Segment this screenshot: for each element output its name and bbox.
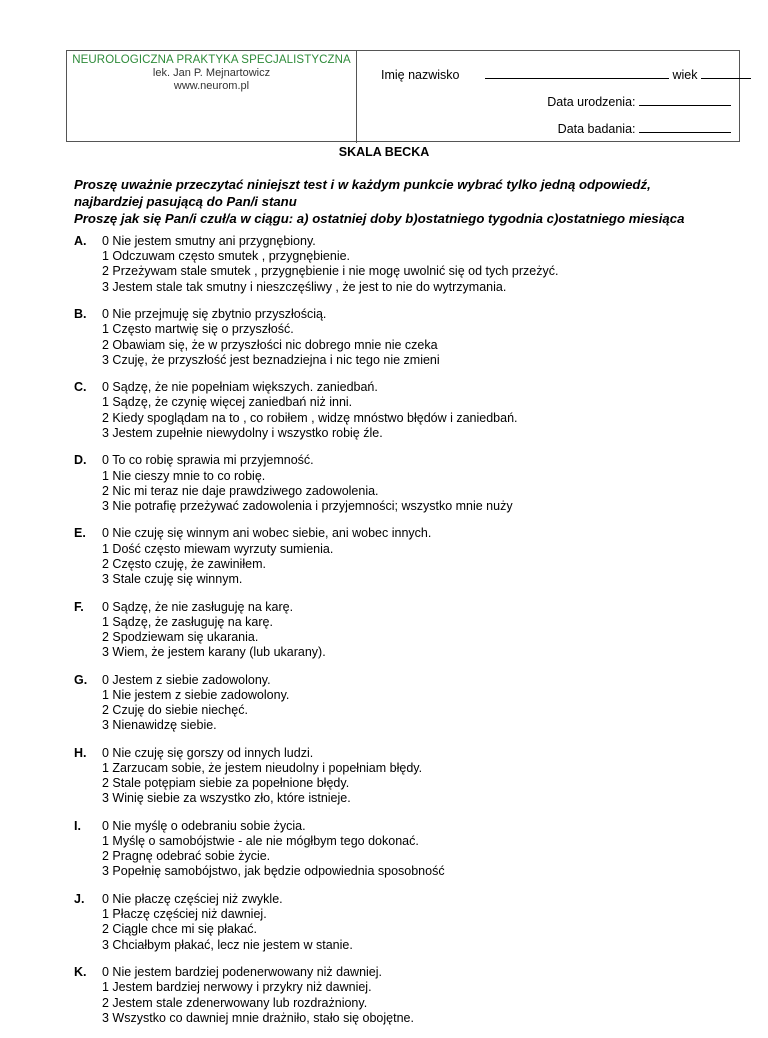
question-options bbox=[102, 965, 414, 1026]
answer-option[interactable]: 0 Sądzę, że nie zasługuję na karę. bbox=[102, 599, 294, 614]
answer-option[interactable]: 1 Odczuwam często smutek , przygnębienie. bbox=[102, 249, 351, 264]
question-letter: B. bbox=[74, 307, 87, 322]
answer-option[interactable]: 0 Nie płaczę częściej niż zwykle. bbox=[102, 891, 283, 906]
answer-option[interactable]: 3 Czuję, że przyszłość jest beznadziejna i nic tego nie zmieni bbox=[102, 352, 440, 367]
question-letter: H. bbox=[74, 745, 87, 760]
answer-option[interactable]: 0 Nie jestem bardziej podenerwowany niż dawniej. bbox=[102, 965, 383, 980]
question-options bbox=[102, 673, 289, 734]
question-item bbox=[74, 892, 734, 953]
question-options bbox=[102, 892, 353, 953]
question-letter: F. bbox=[74, 599, 84, 614]
question-item bbox=[74, 746, 734, 807]
answer-option[interactable]: 0 Nie czuję się gorszy od innych ludzi. bbox=[102, 745, 314, 760]
exam-date-field bbox=[558, 121, 731, 136]
name-label: Imię nazwisko bbox=[381, 68, 460, 82]
exam-date-blank[interactable] bbox=[639, 121, 731, 133]
question-item bbox=[74, 526, 734, 587]
question-item bbox=[74, 600, 734, 661]
exam-date-label: Data badania: bbox=[557, 122, 636, 136]
question-options bbox=[102, 453, 513, 514]
question-item bbox=[74, 234, 734, 295]
question-options bbox=[102, 380, 518, 441]
answer-option[interactable]: 3 Wszystko co dawniej mnie drażniło, stało się obojętne. bbox=[102, 1010, 414, 1025]
question-list bbox=[74, 234, 734, 1038]
question-options bbox=[102, 234, 558, 295]
document-title: SKALA BECKA bbox=[338, 145, 430, 159]
question-letter: D. bbox=[74, 453, 87, 468]
answer-option[interactable]: 2 Często czuję, że zawiniłem. bbox=[102, 556, 266, 571]
answer-option[interactable]: 0 Nie czuję się winnym ani wobec siebie, ani wobec innych. bbox=[102, 526, 432, 541]
answer-option[interactable]: 2 Obawiam się, że w przyszłości nic dobrego mnie nie czeka bbox=[102, 337, 438, 352]
answer-option[interactable]: 2 Jestem stale zdenerwowany lub rozdrażniony. bbox=[102, 995, 368, 1010]
answer-option[interactable]: 1 Nie cieszy mnie to co robię. bbox=[102, 468, 266, 483]
answer-option[interactable]: 2 Ciągle chce mi się płakać. bbox=[102, 922, 257, 937]
answer-option[interactable]: 1 Sądzę, że czynię więcej zaniedbań niż inni. bbox=[102, 395, 353, 410]
answer-option[interactable]: 1 Jestem bardziej nerwowy i przykry niż dawniej. bbox=[102, 980, 372, 995]
answer-option[interactable]: 1 Sądzę, że zasługuję na karę. bbox=[102, 614, 273, 629]
answer-option[interactable]: 3 Chciałbym płakać, lecz nie jestem w stanie. bbox=[102, 937, 353, 952]
answer-option[interactable]: 2 Pragnę odebrać sobie życie. bbox=[102, 849, 271, 864]
question-item bbox=[74, 453, 734, 514]
answer-option[interactable]: 1 Dość często miewam wyrzuty sumienia. bbox=[102, 541, 334, 556]
answer-option[interactable]: 0 Jestem z siebie zadowolony. bbox=[102, 672, 271, 687]
age-blank[interactable] bbox=[701, 67, 751, 79]
question-letter: A. bbox=[74, 234, 87, 248]
answer-option[interactable]: 3 Nie potrafię przeżywać zadowolenia i przyjemności; wszystko mnie nuży bbox=[102, 498, 513, 513]
question-options bbox=[102, 819, 445, 880]
birth-date-blank[interactable] bbox=[639, 94, 731, 106]
instruction-line: Proszę jak się Pan/i czuł/a w ciągu: a) ostatniej doby b)ostatniego tygodnia c)ostatniego miesiąca bbox=[74, 211, 685, 226]
answer-option[interactable]: 2 Stale potępiam siebie za popełnione błędy. bbox=[102, 776, 350, 791]
answer-option[interactable]: 1 Zarzucam sobie, że jestem nieudolny i popełniam błędy. bbox=[102, 760, 423, 775]
answer-option[interactable]: 0 Nie myślę o odebraniu sobie życia. bbox=[102, 818, 306, 833]
answer-option[interactable]: 0 Sądzę, że nie popełniam większych. zaniedbań. bbox=[102, 380, 378, 395]
question-options bbox=[102, 746, 422, 807]
answer-option[interactable]: 0 Nie przejmuję się zbytnio przyszłością. bbox=[102, 307, 327, 322]
question-letter: C. bbox=[74, 380, 87, 395]
birth-date-label: Data urodzenia: bbox=[547, 95, 636, 109]
answer-option[interactable]: 1 Myślę o samobójstwie - ale nie mógłbym tego dokonać. bbox=[102, 834, 419, 849]
instruction-line: najbardziej pasującą do Pan/i stanu bbox=[74, 194, 297, 209]
name-field bbox=[381, 67, 751, 82]
question-letter: G. bbox=[74, 672, 88, 687]
instructions bbox=[74, 176, 714, 227]
answer-option[interactable]: 3 Nienawidzę siebie. bbox=[102, 718, 217, 733]
answer-option[interactable]: 3 Stale czuję się winnym. bbox=[102, 572, 243, 587]
question-options bbox=[102, 526, 431, 587]
question-letter: I. bbox=[74, 818, 81, 833]
question-options bbox=[102, 600, 326, 661]
birth-date-field bbox=[547, 94, 731, 109]
answer-option[interactable]: 2 Czuję do siebie niechęć. bbox=[102, 703, 248, 718]
question-options bbox=[102, 307, 440, 368]
answer-option[interactable]: 0 Nie jestem smutny ani przygnębiony. bbox=[102, 234, 316, 248]
answer-option[interactable]: 3 Wiem, że jestem karany (lub ukarany). bbox=[102, 645, 326, 660]
answer-option[interactable]: 2 Przeżywam stale smutek , przygnębienie i nie mogę uwolnić się od tych przeżyć. bbox=[102, 264, 559, 279]
name-blank[interactable] bbox=[485, 67, 669, 79]
question-item bbox=[74, 819, 734, 880]
answer-option[interactable]: 1 Płaczę częściej niż dawniej. bbox=[102, 907, 267, 922]
header-box bbox=[66, 50, 740, 142]
answer-option[interactable]: 1 Nie jestem z siebie zadowolony. bbox=[102, 687, 290, 702]
question-letter: E. bbox=[74, 526, 86, 541]
question-item bbox=[74, 673, 734, 734]
question-item bbox=[74, 380, 734, 441]
practice-website: www.neurom.pl bbox=[173, 80, 250, 92]
answer-option[interactable]: 0 To co robię sprawia mi przyjemność. bbox=[102, 453, 314, 468]
answer-option[interactable]: 2 Kiedy spoglądam na to , co robiłem , widzę mnóstwo błędów i zaniedbań. bbox=[102, 410, 518, 425]
answer-option[interactable]: 3 Jestem zupełnie niewydolny i wszystko robię źle. bbox=[102, 425, 383, 440]
question-item bbox=[74, 307, 734, 368]
question-letter: J. bbox=[74, 891, 85, 906]
answer-option[interactable]: 1 Często martwię się o przyszłość. bbox=[102, 322, 294, 337]
instruction-line: Proszę uważnie przeczytać niniejszt test i w każdym punkcie wybrać tylko jedną odpowiedź, bbox=[74, 177, 651, 192]
answer-option[interactable]: 2 Spodziewam się ukarania. bbox=[102, 629, 259, 644]
practice-info bbox=[67, 51, 357, 143]
doctor-name: lek. Jan P. Mejnartowicz bbox=[152, 67, 271, 79]
answer-option[interactable]: 3 Winię siebie za wszystko zło, które istnieje. bbox=[102, 791, 351, 806]
answer-option[interactable]: 3 Jestem stale tak smutny i nieszczęśliwy , że jest to nie do wytrzymania. bbox=[102, 279, 507, 294]
question-item bbox=[74, 965, 734, 1026]
age-label: wiek bbox=[672, 68, 698, 82]
question-letter: K. bbox=[74, 965, 87, 980]
practice-name: NEUROLOGICZNA PRAKTYKA SPECJALISTYCZNA bbox=[72, 54, 351, 66]
answer-option[interactable]: 3 Popełnię samobójstwo, jak będzie odpowiednia sposobność bbox=[102, 864, 445, 879]
answer-option[interactable]: 2 Nic mi teraz nie daje prawdziwego zadowolenia. bbox=[102, 483, 379, 498]
